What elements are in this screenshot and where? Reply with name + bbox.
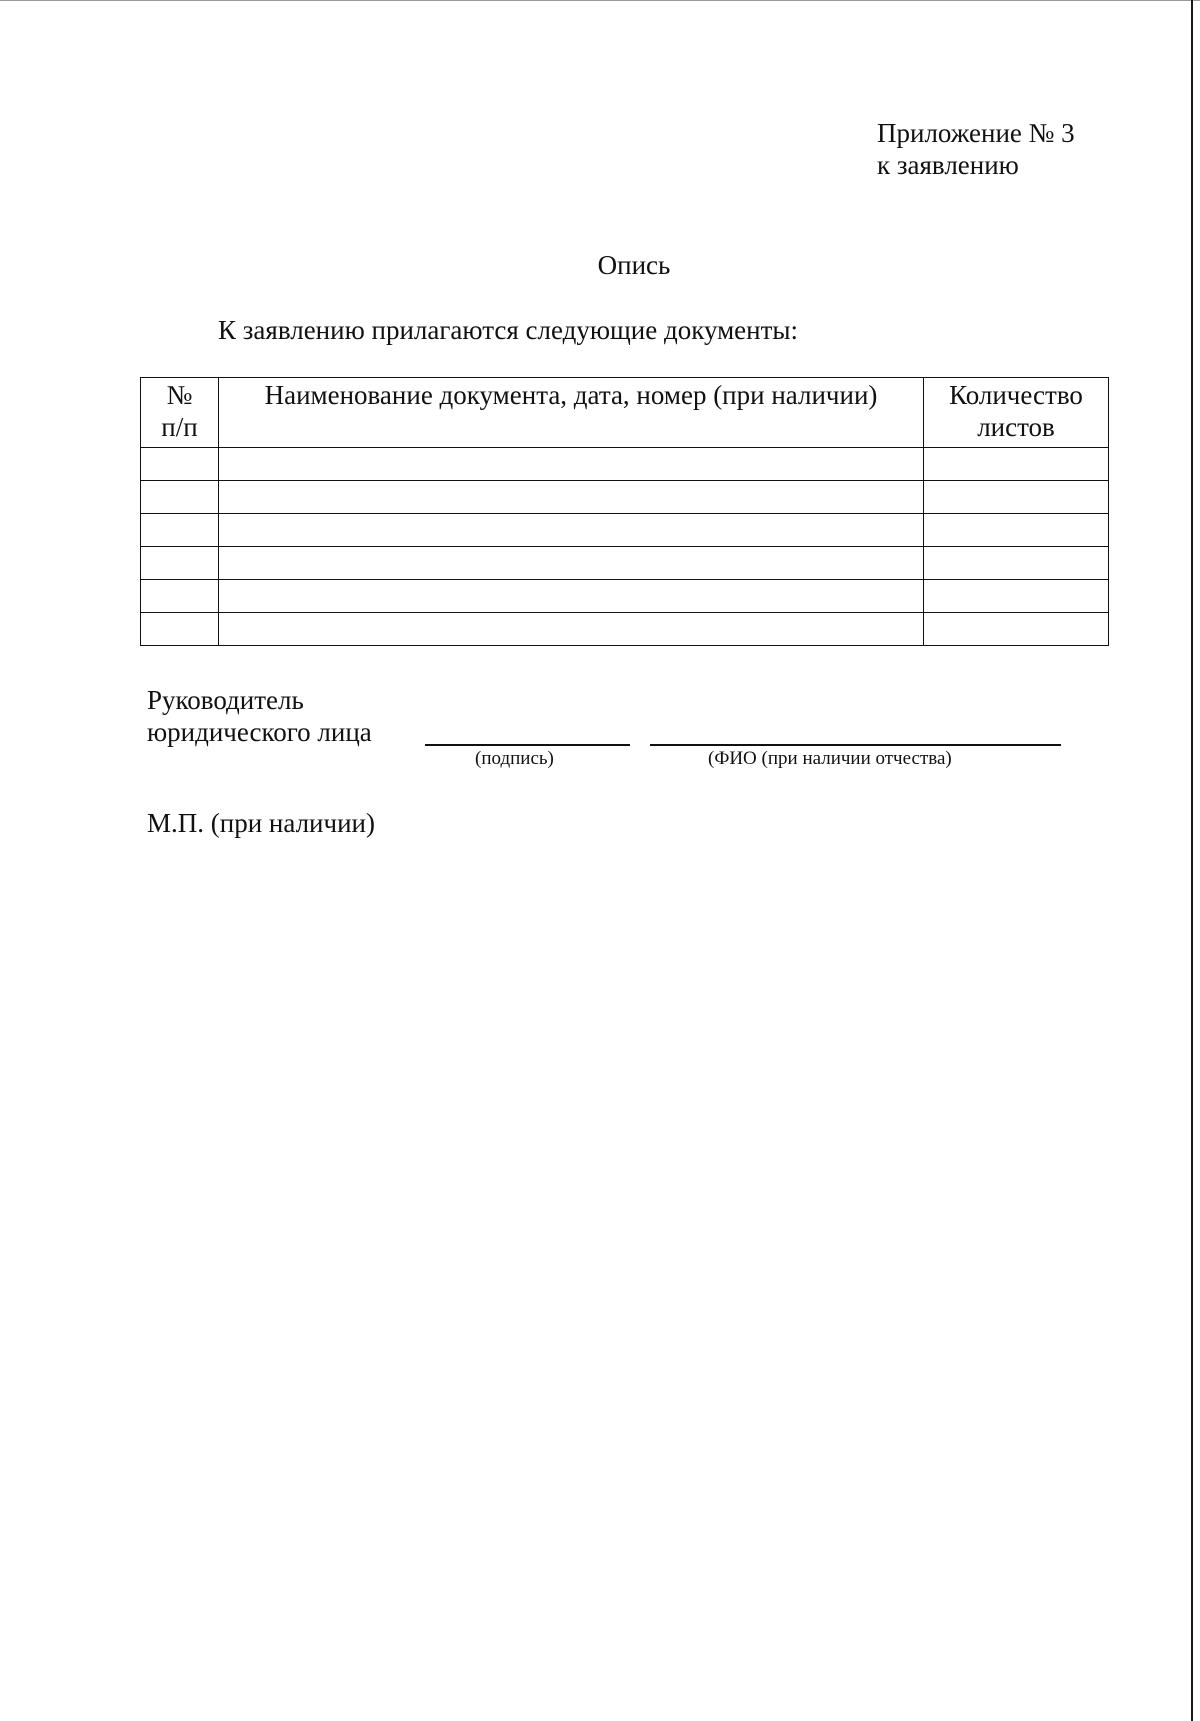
appendix-line-1: Приложение № 3 [877,118,1075,148]
table-row [141,613,1109,646]
full-name-line [650,744,1061,746]
appendix-line-2: к заявлению [877,150,1019,180]
table-header-row [141,378,1109,448]
signatory-label-line-1: Руководитель [147,685,304,715]
header-sheet-count [924,378,1109,448]
cell-number [141,547,219,580]
header-sheet-count-line-1: Количество [949,380,1083,410]
cell-document-name [219,580,924,613]
table-row [141,514,1109,547]
appendix-note [877,117,1075,181]
table-row [141,481,1109,514]
page-top-edge [0,0,1200,1]
cell-sheet-count [924,448,1109,481]
header-sheet-count-line-2: листов [977,412,1055,442]
cell-number [141,613,219,646]
cell-number [141,514,219,547]
cell-document-name [219,448,924,481]
cell-document-name [219,547,924,580]
header-number [141,378,219,448]
document-inventory-table [140,377,1109,646]
signature-caption: (подпись) [475,748,554,769]
cell-document-name [219,613,924,646]
full-name-caption: (ФИО (при наличии отчества) [708,748,952,769]
cell-document-name [219,481,924,514]
cell-number [141,580,219,613]
signatory-label [147,684,372,748]
signature-line [425,744,630,746]
cell-number [141,481,219,514]
header-number-line-1: № [166,380,193,410]
cell-sheet-count [924,580,1109,613]
header-number-line-2: п/п [161,412,198,442]
signatory-label-line-2: юридического лица [147,717,372,747]
cell-sheet-count [924,481,1109,514]
intro-text: К заявлению прилагаются следующие документы: [218,315,799,345]
cell-sheet-count [924,547,1109,580]
cell-number [141,448,219,481]
cell-sheet-count [924,514,1109,547]
cell-sheet-count [924,613,1109,646]
stamp-note: М.П. (при наличии) [147,808,375,838]
table-row [141,448,1109,481]
document-title: Опись [597,250,671,280]
table-row [141,547,1109,580]
table-row [141,580,1109,613]
header-document-name: Наименование документа, дата, номер (при наличии) [219,378,924,448]
cell-document-name [219,514,924,547]
